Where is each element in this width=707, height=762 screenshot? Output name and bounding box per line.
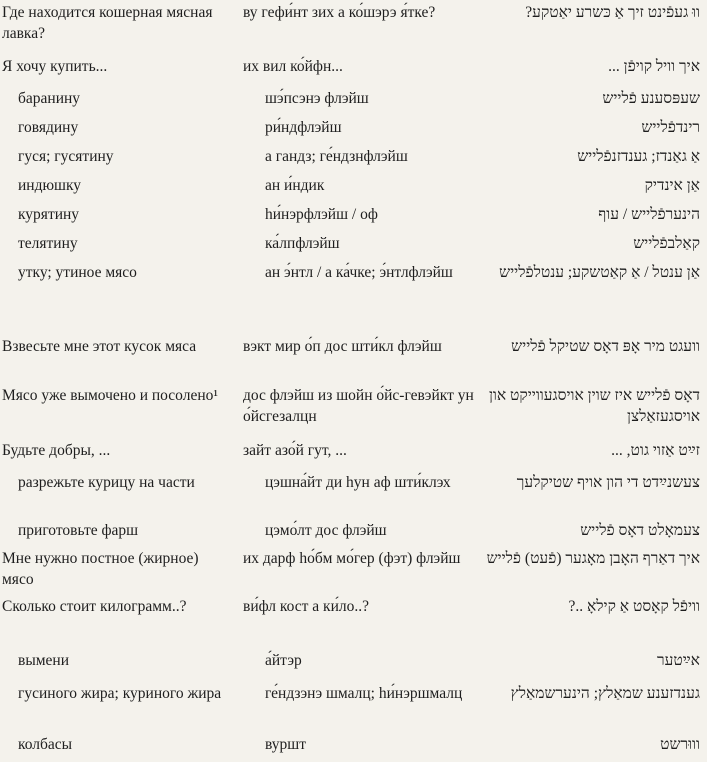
transliteration: ви́фл кост а ки́ло..? <box>243 598 369 615</box>
transliteration: ан и́ндик <box>265 177 325 194</box>
russian-phrase: приготовьте фарш <box>18 522 139 539</box>
transliteration: ан э́нтл / а ка́чке; э́нтлфлэйш <box>265 264 453 281</box>
russian-phrase: гусиного жира; куриного жира <box>18 685 222 702</box>
transliteration: дос флэйш из шойн о́йс-гевэйкт ун о́йсгезалцн <box>243 387 474 425</box>
transliteration: их вил ко́йфн... <box>243 58 343 75</box>
yiddish-phrase: איך וויל קויפֿן ... <box>608 58 700 75</box>
transliteration: вуршт <box>265 736 306 753</box>
transliteration: ву гефи́нт зих а ко́шэрэ я́тке? <box>243 4 436 21</box>
russian-phrase: Я хочу купить... <box>2 58 108 75</box>
russian-phrase: Будьте добры, ... <box>2 442 111 459</box>
transliteration: шэ́псэнэ флэйш <box>265 90 369 107</box>
russian-phrase: Сколько стоит килограмм..? <box>2 598 187 615</box>
yiddish-phrase: צעמאָלט דאָס פֿלייש <box>580 522 700 539</box>
yiddish-phrase: רינדפֿלייש <box>641 119 700 136</box>
yiddish-phrase: וויפֿל קאָסט אַ קילאָ ..? <box>568 598 700 615</box>
russian-phrase: разрежьте курицу на части <box>18 474 195 491</box>
russian-phrase: гуся; гусятину <box>18 148 114 165</box>
russian-phrase: телятину <box>18 235 78 252</box>
yiddish-phrase: וועגט מיר אָפּ דאָס שטיקל פֿלייש <box>511 338 700 355</box>
transliteration: ка́лпфлэйш <box>265 235 340 252</box>
yiddish-phrase: ווּ געפֿינט זיך אַ כּשרע יאַטקע? <box>525 4 700 21</box>
yiddish-phrase: קאַלבפֿלייש <box>633 235 700 252</box>
russian-phrase: вымени <box>18 652 70 669</box>
yiddish-phrase: אַן אינדיק <box>644 177 700 194</box>
russian-phrase: Мне нужно постное (жирное) мясо <box>2 550 199 588</box>
russian-phrase: Где находится кошерная мясная лавка? <box>2 4 213 42</box>
russian-phrase: утку; утиное мясо <box>18 264 137 281</box>
yiddish-phrase: אַן ענטל / אַ קאַטשקע; ענטלפֿלייש <box>499 264 700 281</box>
yiddish-phrase: איך דאַרף האָבן מאָגער (פֿעט) פֿלייש <box>486 550 700 567</box>
transliteration: ге́ндзэнэ шмалц; hи́нэршмалц <box>265 685 463 702</box>
yiddish-phrase: אַ גאַנדז; גענדזנפֿלייש <box>577 148 700 165</box>
transliteration: цэшна́йт ди hун аф шти́клэх <box>265 474 451 491</box>
yiddish-phrase: הינערפֿלייש / עוף <box>598 206 700 223</box>
transliteration: а́йтэр <box>265 652 302 669</box>
russian-phrase: колбасы <box>18 736 73 753</box>
yiddish-phrase: גענדזענע שמאַלץ; הינערשמאַלץ <box>510 685 700 702</box>
russian-phrase: курятину <box>18 206 80 223</box>
transliteration: а гандз; ге́ндзнфлэйш <box>265 148 408 165</box>
yiddish-phrase: דאָס פֿלייש איז שוין אויסגעווייקט און אויסגעזאַלצן <box>488 387 700 425</box>
russian-phrase: Взвесьте мне этот кусок мяса <box>2 338 197 355</box>
transliteration: зайт азо́й гут, ... <box>243 442 347 459</box>
yiddish-phrase: זײַט אַזוי גוט, ... <box>611 442 700 459</box>
yiddish-phrase: אײַטער <box>657 652 700 669</box>
russian-phrase: баранину <box>18 90 81 107</box>
transliteration: ри́ндфлэйш <box>265 119 342 136</box>
yiddish-phrase: שעפּסענע פֿלייש <box>602 90 700 107</box>
transliteration: вэкт мир о́п дос шти́кл флэйш <box>243 338 442 355</box>
transliteration: их дарф hо́бм мо́гер (фэт) флэйш <box>243 550 461 567</box>
russian-phrase: индюшку <box>18 177 82 194</box>
yiddish-phrase: וווּרשט <box>660 736 700 753</box>
russian-phrase: говядину <box>18 119 79 136</box>
russian-phrase: Мясо уже вымочено и посолено¹ <box>2 387 219 404</box>
transliteration: цэмо́лт дос флэйш <box>265 522 387 539</box>
transliteration: hи́нэрфлэйш / оф <box>265 206 378 223</box>
yiddish-phrase: צעשנײַדט די הון אויף שטיקלעך <box>516 474 700 491</box>
